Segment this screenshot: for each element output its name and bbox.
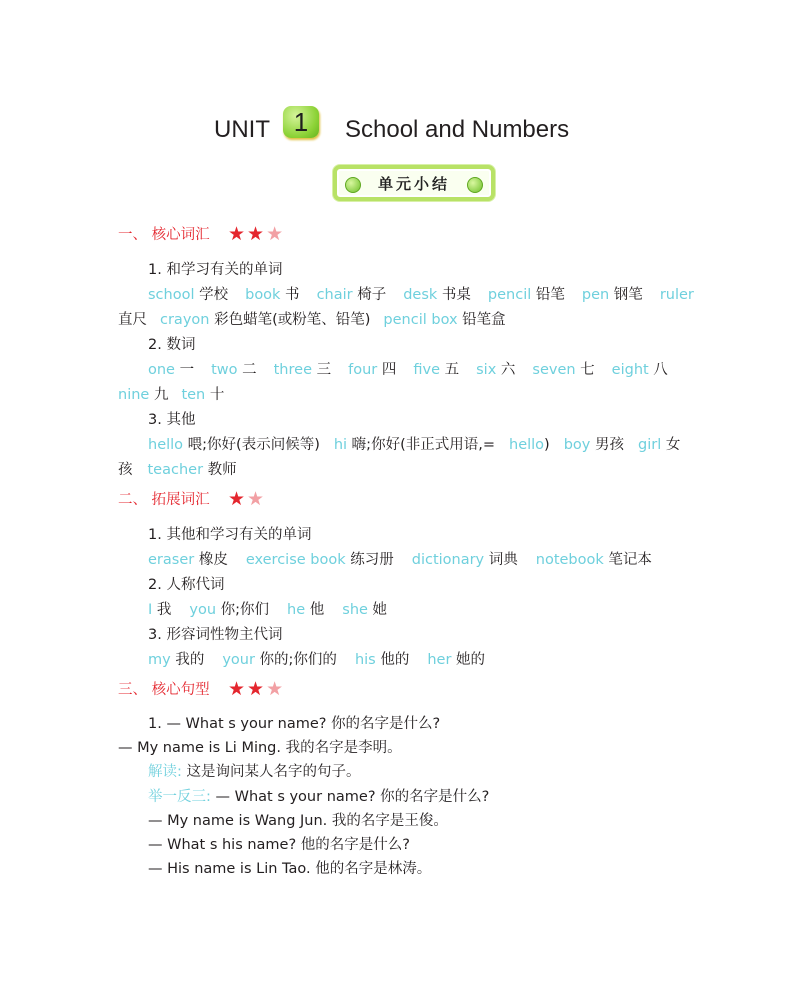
vocab-pair bbox=[148, 362, 194, 378]
vocab-pair bbox=[334, 437, 495, 453]
english-word: book bbox=[245, 287, 281, 303]
chinese-meaning: 彩色蜡笔(或粉笔、铅笔) bbox=[209, 312, 371, 328]
sentence-line: — My name is Li Ming. 我的名字是李明。 bbox=[118, 740, 402, 756]
english-word: I bbox=[148, 602, 153, 618]
vocab-row bbox=[148, 285, 694, 305]
vocab-pair bbox=[118, 462, 133, 478]
english-word: three bbox=[273, 362, 312, 378]
half-star-icon: ★ bbox=[266, 678, 286, 700]
sentence-line: — What s his name? 他的名字是什么? bbox=[148, 837, 410, 853]
chinese-meaning: 五 bbox=[440, 362, 460, 378]
english-word: desk bbox=[403, 287, 438, 303]
english-word: you bbox=[189, 602, 217, 618]
difficulty-stars bbox=[228, 679, 285, 699]
vocab-pair bbox=[189, 602, 269, 618]
chinese-meaning: 你;你们 bbox=[216, 602, 270, 618]
half-star-icon: ★ bbox=[247, 488, 267, 510]
chinese-meaning: 孩 bbox=[118, 462, 133, 478]
extend-text: — What s your name? 你的名字是什么? bbox=[210, 789, 490, 805]
vocab-pair bbox=[342, 602, 387, 618]
extend-label: 举一反三: bbox=[148, 789, 211, 805]
star-icon: ★ bbox=[247, 678, 267, 700]
subheading: 1. 和学习有关的单词 bbox=[148, 262, 283, 278]
star-icon: ★ bbox=[247, 223, 267, 245]
english-word: teacher bbox=[147, 462, 204, 478]
english-word: pen bbox=[581, 287, 610, 303]
difficulty-stars bbox=[228, 224, 285, 244]
vocab-pair bbox=[403, 287, 471, 303]
chinese-meaning: 他 bbox=[305, 602, 325, 618]
vocab-row bbox=[148, 600, 387, 620]
star-icon: ★ bbox=[228, 678, 248, 700]
english-word: hi bbox=[333, 437, 348, 453]
vocab-pair bbox=[148, 552, 228, 568]
english-word: his bbox=[354, 652, 376, 668]
vocab-pair bbox=[582, 287, 643, 303]
section-heading-text: 一、 核心词汇 bbox=[118, 227, 210, 243]
vocab-pair bbox=[476, 362, 515, 378]
green-dot-icon bbox=[467, 177, 483, 193]
vocab-pair bbox=[287, 602, 324, 618]
analysis-line bbox=[148, 762, 361, 782]
english-word: your bbox=[222, 652, 255, 668]
chinese-meaning: 钢笔 bbox=[609, 287, 643, 303]
chinese-meaning: 铅笔 bbox=[531, 287, 565, 303]
chinese-meaning: 九 bbox=[149, 387, 169, 403]
unit-summary-banner bbox=[333, 165, 495, 201]
subheading: 3. 形容词性物主代词 bbox=[148, 627, 283, 643]
chinese-meaning: ) bbox=[544, 437, 550, 453]
english-word: pencil box bbox=[383, 312, 458, 328]
chinese-meaning: 词典 bbox=[484, 552, 518, 568]
chinese-meaning: 四 bbox=[377, 362, 397, 378]
english-word: she bbox=[342, 602, 368, 618]
difficulty-stars bbox=[228, 489, 266, 509]
english-word: eight bbox=[611, 362, 649, 378]
chinese-meaning: 七 bbox=[575, 362, 595, 378]
chinese-meaning: 练习册 bbox=[345, 552, 394, 568]
vocab-pair bbox=[245, 287, 299, 303]
english-word: he bbox=[287, 602, 306, 618]
vocab-pair bbox=[211, 362, 257, 378]
chinese-meaning: 嗨;你好(非正式用语,= bbox=[347, 437, 495, 453]
english-word: one bbox=[148, 362, 175, 378]
vocab-pair bbox=[638, 437, 680, 453]
analysis-text: 这是询问某人名字的句子。 bbox=[181, 764, 361, 780]
subheading: 2. 数词 bbox=[148, 337, 196, 353]
vocab-pair bbox=[660, 287, 694, 303]
chinese-meaning: 椅子 bbox=[352, 287, 387, 303]
vocab-pair bbox=[564, 437, 624, 453]
unit-name: School and Numbers bbox=[345, 116, 570, 143]
subheading: 2. 人称代词 bbox=[148, 577, 225, 593]
english-word: ten bbox=[181, 387, 206, 403]
chinese-meaning: 一 bbox=[174, 362, 195, 378]
english-word: notebook bbox=[535, 552, 604, 568]
section-heading-text: 三、 核心句型 bbox=[118, 682, 210, 698]
vocab-pair bbox=[148, 287, 228, 303]
analysis-label: 解读: bbox=[148, 764, 182, 780]
section-heading-core-vocab bbox=[118, 225, 210, 245]
vocab-row bbox=[148, 360, 668, 380]
vocab-row bbox=[148, 435, 680, 455]
vocab-pair bbox=[427, 652, 485, 668]
vocab-pair bbox=[181, 387, 224, 403]
english-word: nine bbox=[118, 387, 150, 403]
english-word: school bbox=[148, 287, 195, 303]
chinese-meaning: 她的 bbox=[451, 652, 486, 668]
vocab-pair bbox=[413, 362, 459, 378]
subheading: 3. 其他 bbox=[148, 412, 196, 428]
chinese-meaning: 书 bbox=[280, 287, 300, 303]
extend-line bbox=[148, 787, 489, 807]
vocab-row bbox=[148, 550, 652, 570]
vocab-row bbox=[118, 385, 224, 405]
chinese-meaning: 铅笔盒 bbox=[457, 312, 506, 328]
english-word: her bbox=[427, 652, 452, 668]
chinese-meaning: 笔记本 bbox=[603, 552, 652, 568]
chinese-meaning: 书桌 bbox=[437, 287, 471, 303]
chinese-meaning: 你的;你们的 bbox=[254, 652, 337, 668]
vocab-pair bbox=[348, 362, 396, 378]
chinese-meaning: 她 bbox=[367, 602, 388, 618]
vocab-pair bbox=[148, 602, 171, 618]
vocab-row bbox=[118, 460, 237, 480]
vocab-pair bbox=[509, 437, 550, 453]
english-word: eraser bbox=[148, 552, 195, 568]
english-word: five bbox=[413, 362, 440, 378]
chinese-meaning: 橡皮 bbox=[194, 552, 228, 568]
english-word: chair bbox=[316, 287, 353, 303]
chinese-meaning: 喂;你好(表示问候等) bbox=[183, 437, 320, 453]
chinese-meaning: 男孩 bbox=[590, 437, 624, 453]
section-heading-sentences bbox=[118, 680, 210, 700]
english-word: four bbox=[348, 362, 378, 378]
vocab-pair bbox=[536, 552, 652, 568]
chinese-meaning: 女 bbox=[661, 437, 681, 453]
vocab-pair bbox=[160, 312, 370, 328]
unit-summary-label: 单元小结 bbox=[377, 175, 450, 193]
english-word: hello bbox=[148, 437, 184, 453]
unit-title bbox=[0, 104, 800, 154]
english-word: boy bbox=[563, 437, 591, 453]
vocab-pair bbox=[274, 362, 331, 378]
english-word: seven bbox=[532, 362, 576, 378]
vocab-pair bbox=[118, 387, 168, 403]
english-word: six bbox=[476, 362, 497, 378]
english-word: two bbox=[211, 362, 238, 378]
english-word: pencil bbox=[487, 287, 532, 303]
vocab-row bbox=[118, 310, 506, 330]
chinese-meaning: 学校 bbox=[194, 287, 229, 303]
chinese-meaning: 二 bbox=[237, 362, 257, 378]
sentence-line: — His name is Lin Tao. 他的名字是林涛。 bbox=[148, 861, 432, 877]
vocab-row bbox=[148, 650, 485, 670]
star-icon: ★ bbox=[228, 223, 248, 245]
english-word: ruler bbox=[659, 287, 694, 303]
vocab-pair bbox=[488, 287, 565, 303]
english-word: my bbox=[148, 652, 171, 668]
chinese-meaning: 他的 bbox=[375, 652, 410, 668]
subheading: 1. 其他和学习有关的单词 bbox=[148, 527, 312, 543]
chinese-meaning: 三 bbox=[312, 362, 332, 378]
vocab-pair bbox=[355, 652, 409, 668]
english-word: crayon bbox=[160, 312, 210, 328]
chinese-meaning: 八 bbox=[648, 362, 668, 378]
section-heading-ext-vocab bbox=[118, 490, 210, 510]
vocab-pair bbox=[412, 552, 518, 568]
chinese-meaning: 直尺 bbox=[118, 312, 147, 328]
vocab-pair bbox=[148, 437, 320, 453]
english-word: exercise book bbox=[245, 552, 346, 568]
unit-number-badge: 1 bbox=[283, 106, 319, 138]
chinese-meaning: 我的 bbox=[170, 652, 205, 668]
vocab-pair bbox=[383, 312, 505, 328]
unit-word: UNIT bbox=[214, 116, 270, 143]
sentence-line: 1. — What s your name? 你的名字是什么? bbox=[148, 716, 441, 732]
vocab-pair bbox=[612, 362, 668, 378]
english-word: dictionary bbox=[411, 552, 485, 568]
english-word: hello bbox=[509, 437, 545, 453]
vocab-pair bbox=[148, 652, 204, 668]
chinese-meaning: 六 bbox=[496, 362, 516, 378]
vocab-pair bbox=[532, 362, 594, 378]
vocab-pair bbox=[317, 287, 387, 303]
chinese-meaning: 教师 bbox=[203, 462, 237, 478]
vocab-pair bbox=[148, 462, 237, 478]
vocab-pair bbox=[118, 312, 147, 328]
chinese-meaning: 我 bbox=[152, 602, 172, 618]
sentence-line: — My name is Wang Jun. 我的名字是王俊。 bbox=[148, 813, 448, 829]
vocab-pair bbox=[246, 552, 394, 568]
half-star-icon: ★ bbox=[266, 223, 286, 245]
chinese-meaning: 十 bbox=[205, 387, 225, 403]
star-icon: ★ bbox=[228, 488, 248, 510]
vocab-pair bbox=[222, 652, 337, 668]
section-heading-text: 二、 拓展词汇 bbox=[118, 492, 210, 508]
english-word: girl bbox=[638, 437, 662, 453]
